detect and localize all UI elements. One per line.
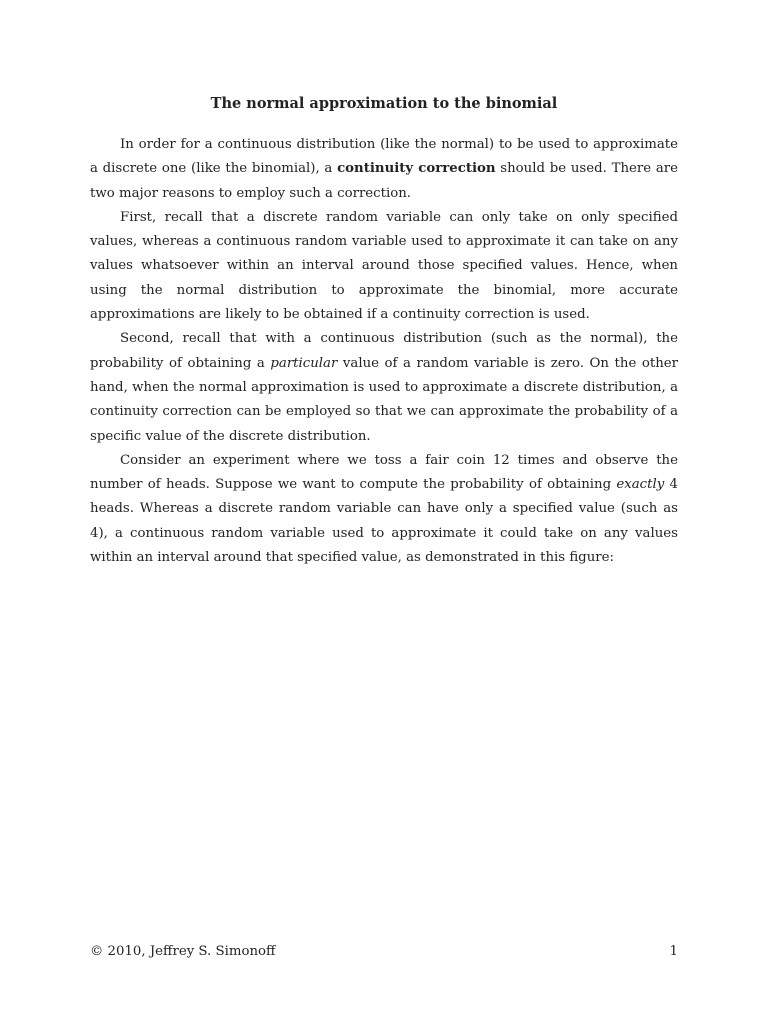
copyright-notice: © 2010, Jeffrey S. Simonoff	[90, 944, 276, 959]
document-body	[90, 133, 678, 570]
paragraph-coin-experiment	[90, 449, 678, 570]
document-title: The normal approximation to the binomial	[210, 95, 558, 112]
italic-term-exactly: exactly	[616, 477, 665, 493]
paragraph-continuity-intro	[90, 133, 678, 206]
paragraph-first-reason: First, recall that a discrete random variable can only take on only specified values, whereas a continuous random variable used to approximate it can take on any values whatsoever within an interval around those specified values. Hence, when using the normal distribution to approximate the binomial, more accurate approximations are likely to be obtained if a continuity correction is used.	[90, 209, 678, 323]
paragraph-text: should be used. There are two major reasons to employ such a correction.	[90, 161, 678, 201]
paragraph-text: Consider an experiment where we toss a fair coin 12 times and observe the number of heads. Suppose we want to compute the probability of obtaining	[90, 452, 678, 493]
paragraph-text: In order for a continuous distribution (like the normal) to be used to approximate a discrete one (like the binomial), a	[90, 137, 678, 177]
page-number: 1	[669, 944, 678, 959]
bold-term-continuity-correction: continuity correction	[337, 161, 496, 177]
paragraph-text: 4 heads. Whereas a discrete random variable can have only a specified value (such as 4), a continuous random variable used to approximate it could take on any values within an interval around that specified value, as demonstrated in this figure:	[90, 477, 678, 566]
paragraph-second-reason	[90, 327, 678, 448]
paragraph-text: Second, recall that with a continuous distribution (such as the normal), the probability of obtaining a	[90, 331, 678, 371]
paragraph-text: value of a random variable is zero. On the other hand, when the normal approximation is used to approximate a discrete distribution, a continuity correction can be employed so that we can approximate the probability of a specific value of the discrete distribution.	[90, 355, 678, 444]
italic-term-particular: particular	[270, 355, 338, 371]
